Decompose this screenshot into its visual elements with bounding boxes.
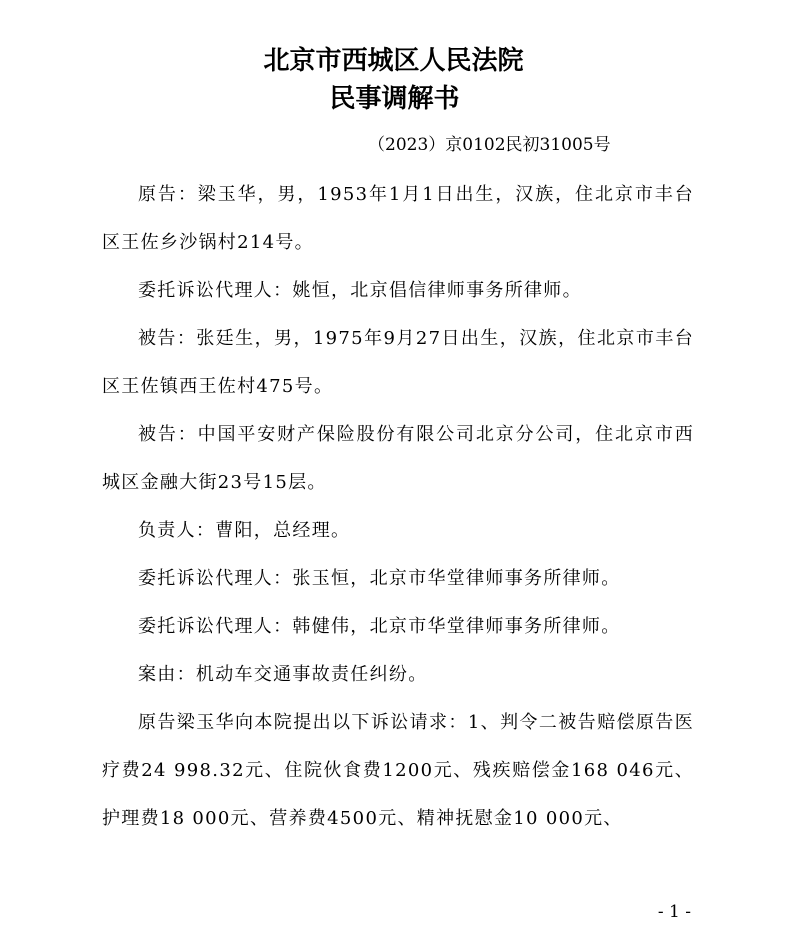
defendant-agent-1: 委托诉讼代理人：张玉恒，北京市华堂律师事务所律师。	[138, 568, 621, 589]
case-number: （2023）京0102民初31005号	[368, 135, 611, 155]
plaintiff-agent: 委托诉讼代理人：姚恒，北京倡信律师事务所律师。	[138, 280, 582, 301]
document-title: 北京市西城区人民法院	[263, 46, 524, 76]
document-subtitle: 民事调解书	[329, 84, 460, 114]
defendant-1-info: 被告：张廷生，男，1975年9月27日出生，汉族，住北京市丰台区王佐镇西王佐村475号。	[102, 328, 694, 397]
page-number: - 1 -	[657, 902, 691, 922]
person-in-charge: 负责人：曹阳，总经理。	[138, 520, 351, 541]
plaintiff-info: 原告：梁玉华，男，1953年1月1日出生，汉族，住北京市丰台区王佐乡沙锅村214号。	[102, 184, 694, 253]
defendant-2-info: 被告：中国平安财产保险股份有限公司北京分公司，住北京市西城区金融大街23号15层。	[102, 424, 694, 493]
case-cause: 案由：机动车交通事故责任纠纷。	[138, 664, 428, 685]
claims-paragraph: 原告梁玉华向本院提出以下诉讼请求：1、判令二被告赔偿原告医疗费24 998.32元、住院伙食费1200元、残疾赔偿金168 046元、护理费18 000元、营养费4500元、精神抚慰金10 000元、	[102, 712, 694, 829]
document-body	[102, 171, 694, 843]
defendant-agent-2: 委托诉讼代理人：韩健伟，北京市华堂律师事务所律师。	[138, 616, 621, 637]
